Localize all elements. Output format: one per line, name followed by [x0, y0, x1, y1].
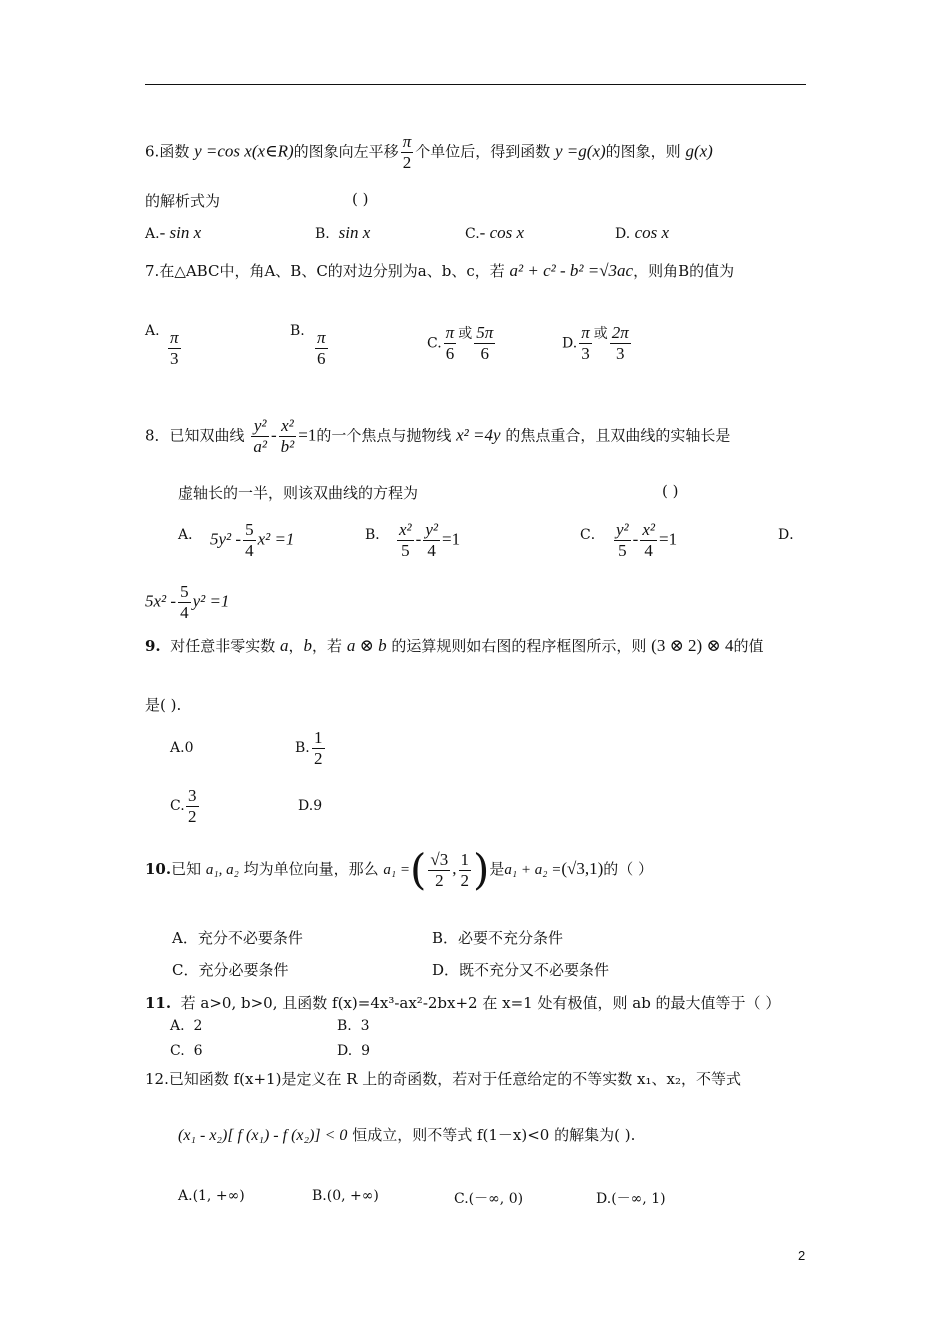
- fraction: [459, 850, 472, 891]
- q9-text4: 的值: [733, 637, 764, 655]
- option-value: 6: [193, 1043, 203, 1059]
- frac-num: y²: [425, 520, 438, 539]
- q12-option-b: [312, 1188, 379, 1204]
- q9-option-b-label: B.: [295, 740, 310, 756]
- frac-num: 5: [245, 520, 254, 539]
- fraction: [186, 786, 199, 827]
- frac-num: 1: [314, 728, 323, 747]
- frac-den: 2: [188, 807, 197, 826]
- option-math: - cos x: [479, 223, 525, 242]
- expr-pre: 5y² -: [210, 529, 242, 549]
- header-rule: [145, 84, 806, 85]
- q6-answer-paren: ( ): [352, 190, 369, 208]
- q8-answer-paren: ( ): [662, 482, 679, 500]
- parabola-expr: x² =4y: [456, 425, 501, 445]
- var-b: b: [303, 636, 313, 655]
- frac-den: 4: [180, 603, 189, 622]
- q10-option-c: [172, 959, 289, 980]
- option-math: cos x: [634, 223, 670, 242]
- or-text: 或: [593, 326, 608, 342]
- frac-num: π: [170, 328, 179, 347]
- q7-number: 7.: [145, 262, 160, 280]
- q10-line1: [145, 845, 654, 894]
- q8-number: 8．: [145, 426, 170, 445]
- q7-option-d: [562, 323, 633, 364]
- operation-expr: a ⊗ b: [346, 636, 387, 655]
- q8-option-b-label: B．: [365, 527, 390, 543]
- frac-num: π: [317, 328, 326, 347]
- q6-expr1: y =cos x(x∈R): [194, 141, 294, 161]
- q8-line1: [145, 416, 730, 457]
- frac-num: π: [445, 323, 455, 342]
- q12-line2: [178, 1124, 635, 1145]
- option-text: 充分不必要条件: [197, 929, 303, 947]
- vectors: a₁, a₂: [205, 862, 239, 878]
- frac-den: 3: [581, 344, 590, 363]
- q6-line2: 的解析式为: [145, 192, 221, 210]
- page-number: 2: [798, 1248, 806, 1263]
- option-value: (0, +∞): [326, 1188, 379, 1204]
- q9-option-c: [184, 786, 201, 827]
- option-label: B.: [337, 1018, 352, 1034]
- q9-number: 9.: [145, 637, 161, 655]
- option-label: C.: [465, 226, 480, 242]
- q6-text3: 个单位后，得到函数: [415, 142, 551, 161]
- expr-post: =1: [441, 529, 461, 549]
- frac-num: π: [581, 323, 590, 342]
- frac-den: 5: [401, 541, 410, 560]
- fraction: [474, 323, 495, 364]
- q8-option-c: $\frac{\text{y²}}{5}$ - $\frac{\text{x²}}{4}$ =1: [616, 520, 678, 560]
- q11-line1: [145, 992, 780, 1013]
- q12-number: 12.: [145, 1070, 169, 1088]
- frac-num: x²: [642, 520, 655, 539]
- q12-text2: 恒成立，则不等式 f(1－x)<0 的解集为( ).: [352, 1126, 636, 1144]
- q6-line1: [145, 132, 713, 173]
- fraction: [168, 328, 181, 369]
- q10-option-b: [432, 927, 563, 948]
- fraction: [397, 520, 414, 561]
- vector-value: (√3,1): [561, 859, 604, 878]
- q10-number: 10.: [145, 860, 172, 878]
- frac-den: 2: [314, 749, 323, 768]
- option-math: sin x: [338, 223, 371, 242]
- frac-num: 5π: [476, 323, 494, 342]
- option-value: 3: [360, 1018, 370, 1034]
- q8-text: 已知双曲线: [169, 426, 245, 445]
- q6-fraction: [401, 132, 414, 173]
- option-label: D.: [562, 335, 578, 352]
- q12-option-a: [178, 1188, 245, 1204]
- option-value: 9: [361, 1043, 371, 1059]
- q6-expr3: g(x): [685, 141, 713, 161]
- q11-number: 11.: [145, 994, 172, 1012]
- q6-number: 6.: [145, 142, 160, 161]
- q8-option-a: [210, 520, 294, 561]
- var-a: a: [280, 636, 289, 655]
- minus: -: [270, 425, 277, 445]
- frac-num: 5: [180, 582, 189, 601]
- frac-num: y²: [251, 416, 269, 437]
- frac-den: 6: [480, 344, 489, 363]
- frac-den: 4: [245, 541, 254, 560]
- q10-text: 已知: [171, 860, 202, 878]
- option-math: - sin x: [159, 223, 202, 242]
- fraction: [312, 728, 325, 769]
- comma: ，: [288, 637, 304, 655]
- q8-line2: 虚轴长的一半，则该双曲线的方程为: [178, 484, 419, 502]
- frac-den: 4: [644, 541, 653, 560]
- option-label: A.: [170, 1018, 185, 1034]
- equals-one: =1: [298, 425, 317, 445]
- q6-option-a: [145, 223, 201, 243]
- option-value: 9: [313, 798, 323, 814]
- fraction: [579, 323, 592, 364]
- option-label: B.: [312, 1188, 327, 1204]
- frac-num: x²: [279, 416, 297, 437]
- q6-frac-den: 2: [402, 153, 412, 172]
- q6-text2: 的图象向左平移: [293, 142, 399, 161]
- q8-text2: 的一个焦点与抛物线: [316, 426, 452, 445]
- option-label: A.: [145, 226, 160, 242]
- option-label: D．: [432, 961, 460, 979]
- q6-frac-num: π: [402, 132, 412, 151]
- q11-option-a: [170, 1018, 202, 1034]
- sum-expr: a₁ + a₂ =: [504, 862, 562, 878]
- frac-den: 3: [615, 344, 625, 363]
- q12-text: 已知函数 f(x+1)是定义在 R 上的奇函数，若对于任意给定的不等实数 x₁、x₂，不等式: [168, 1070, 742, 1088]
- q9-option-d: [298, 798, 322, 814]
- option-label: C.: [454, 1191, 469, 1207]
- option-label: A．: [172, 929, 198, 947]
- fraction: [178, 582, 191, 623]
- fraction: [428, 850, 450, 891]
- q7-option-c: [427, 323, 497, 364]
- fraction: [614, 520, 631, 561]
- option-label: B．: [432, 929, 459, 947]
- option-value: 2: [193, 1018, 203, 1034]
- option-label: D.: [615, 226, 631, 242]
- comma: ,: [452, 859, 457, 878]
- q8-text3: 的焦点重合，且双曲线的实轴长是: [505, 426, 731, 445]
- q7-text: 在△ABC中，角A、B、C的对边分别为a、b、c，若: [159, 262, 505, 280]
- q8-option-d-label: D．: [778, 527, 804, 543]
- q10-text3: 是: [489, 860, 505, 878]
- expr-post: x² =1: [257, 529, 295, 549]
- q10-option-d: [432, 959, 609, 980]
- q12-option-c: [454, 1188, 523, 1208]
- q11-option-b: [337, 1018, 370, 1034]
- q6-text4: 的图象，则: [605, 142, 681, 161]
- frac-den: 4: [427, 541, 436, 560]
- option-label: B.: [315, 226, 330, 242]
- q9-text: 对任意非零实数: [170, 637, 276, 655]
- q10-option-a: [172, 927, 303, 948]
- q7-option-a: [166, 328, 183, 369]
- q6-option-d: [615, 223, 669, 243]
- frac-den: b²: [280, 437, 295, 456]
- fraction: [640, 520, 657, 561]
- option-text: 必要不充分条件: [458, 929, 564, 947]
- left-paren: (: [410, 845, 427, 894]
- frac-den: a²: [253, 437, 267, 456]
- option-value: (－∞, 0): [468, 1191, 524, 1207]
- q6-expr2: y =g(x): [555, 141, 606, 161]
- q10-text2: 均为单位向量，那么: [243, 860, 379, 878]
- q7-line1: [145, 260, 734, 281]
- q9-option-a: [170, 740, 193, 756]
- q6-option-b: [315, 223, 370, 243]
- frac-num: 1: [460, 849, 469, 869]
- a1-eq: a₁ =: [383, 862, 411, 878]
- frac-den: 5: [618, 541, 627, 560]
- frac-num: y²: [616, 520, 629, 539]
- q7-option-b-label: B.: [290, 323, 305, 339]
- q8-option-d: [145, 582, 229, 623]
- frac-num: 3: [188, 786, 197, 805]
- frac-den: 6: [317, 349, 326, 368]
- option-label: D.: [337, 1043, 353, 1059]
- q7-expr: a² + c² - b² =√3ac: [509, 261, 634, 280]
- q12-option-d: [596, 1188, 666, 1208]
- fraction: [243, 520, 256, 561]
- q6-text: 函数: [159, 142, 190, 161]
- frac-num: 2π: [611, 323, 629, 342]
- fraction: [315, 328, 328, 369]
- fraction: [444, 323, 457, 364]
- q11-text: 若 a>0, b>0, 且函数 f(x)=4x³-ax²-2bx+2 在 x=1 处有极值，则 ab 的最大值等于（ ）: [180, 994, 781, 1012]
- q9-expr: (3 ⊗ 2) ⊗ 4: [651, 636, 734, 655]
- option-label: D.: [596, 1191, 612, 1207]
- option-label: C.: [170, 1043, 185, 1059]
- option-value: 0: [184, 740, 194, 756]
- option-value: (－∞, 1): [611, 1191, 666, 1207]
- option-value: (1, +∞): [192, 1188, 245, 1204]
- expr-post: y² =1: [192, 591, 230, 611]
- inequality: (x₁ - x₂)[ f (x₁) - f (x₂)] < 0: [178, 1127, 348, 1144]
- fraction: [610, 323, 631, 364]
- q9-text3: 的运算规则如右图的程序框图所示，则: [391, 637, 647, 655]
- option-text: 既不充分又不必要条件: [459, 961, 610, 979]
- q9-text2: ，若: [312, 637, 343, 655]
- q9-option-b: [310, 728, 327, 769]
- option-label: C．: [172, 961, 199, 979]
- frac-den: 3: [170, 349, 179, 368]
- q8-option-c-label: C．: [580, 527, 605, 543]
- frac-den: 2: [460, 870, 469, 890]
- frac-den: 2: [435, 870, 444, 890]
- expr-pre: 5x² -: [145, 591, 177, 611]
- q11-option-d: [337, 1043, 370, 1059]
- q11-option-c: [170, 1043, 203, 1059]
- option-text: 充分必要条件: [198, 961, 289, 979]
- option-label: C.: [427, 335, 442, 352]
- q7-option-b: [313, 328, 330, 369]
- option-label: A.: [178, 1188, 193, 1204]
- frac-num: x²: [399, 520, 412, 539]
- option-label: D.: [298, 798, 314, 814]
- q6-option-c: [465, 223, 524, 243]
- q9-option-c-label: C.: [170, 798, 185, 814]
- fraction: [251, 416, 269, 457]
- right-paren: ): [473, 845, 490, 894]
- or-text: 或: [458, 326, 473, 342]
- expr-post: =1: [658, 529, 678, 549]
- q12-line1: [145, 1068, 741, 1089]
- option-label: A.: [170, 740, 185, 756]
- q9-line1: [145, 635, 763, 656]
- q8-option-b: $\frac{\text{x²}}{5}$ - $\frac{\text{y²}}{4}$ =1: [399, 520, 461, 560]
- frac-num: √3: [430, 849, 449, 869]
- q9-line2: 是( ).: [145, 696, 182, 714]
- q8-option-a-label: A．: [178, 527, 203, 543]
- q7-text2: ，则角B的值为: [633, 262, 735, 280]
- q7-option-a-label: A.: [145, 323, 160, 339]
- q10-text4: 的（ ）: [603, 860, 654, 878]
- frac-den: 6: [445, 344, 455, 363]
- fraction: [279, 416, 297, 457]
- fraction: [423, 520, 440, 561]
